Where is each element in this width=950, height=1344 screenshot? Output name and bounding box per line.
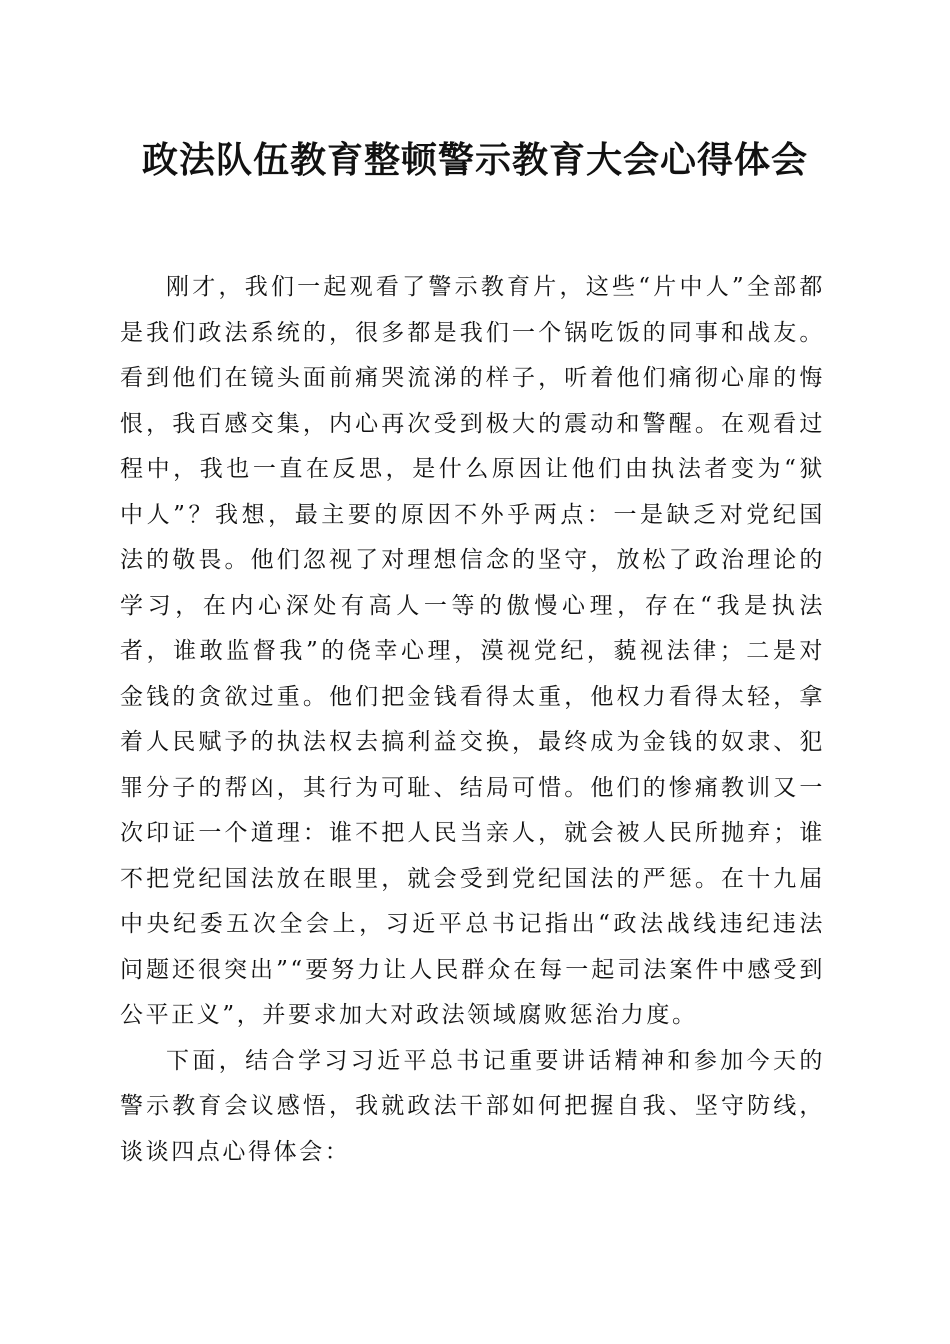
paragraph-2: 下面，结合学习习近平总书记重要讲话精神和参加今天的警示教育会议感悟，我就政法干部如何把握自我、坚守防线，谈谈四点心得体会： [120,1047,825,1165]
document-body [120,265,825,1175]
paragraph-1: 刚才，我们一起观看了警示教育片，这些“片中人”全部都是我们政法系统的，很多都是我们一个锅吃饭的同事和战友。看到他们在镜头面前痛哭流涕的样子，听着他们痛彻心扉的悔恨，我百感交集，内心再次受到极大的震动和警醒。在观看过程中，我也一直在反思，是什么原因让他们由执法者变为“狱中人”？我想，最主要的原因不外乎两点：一是缺乏对党纪国法的敬畏。他们忽视了对理想信念的坚守，放松了政治理论的学习，在内心深处有高人一等的傲慢心理，存在“我是执法者，谁敢监督我”的侥幸心理，漠视党纪，藐视法律；二是对金钱的贪欲过重。他们把金钱看得太重，他权力看得太轻，拿着人民赋予的执法权去搞利益交换，最终成为金钱的奴隶、犯罪分子的帮凶，其行为可耻、结局可惜。他们的惨痛教训又一次印证一个道理：谁不把人民当亲人，就会被人民所抛弃；谁不把党纪国法放在眼里，就会受到党纪国法的严惩。在十九届中央纪委五次全会上，习近平总书记指出“政法战线违纪违法问题还很突出”“要努力让人民群众在每一起司法案件中感受到公平正义”，并要求加大对政法领域腐败惩治力度。 [120,274,825,1028]
document-title: 政法队伍教育整顿警示教育大会心得体会 [141,139,808,181]
